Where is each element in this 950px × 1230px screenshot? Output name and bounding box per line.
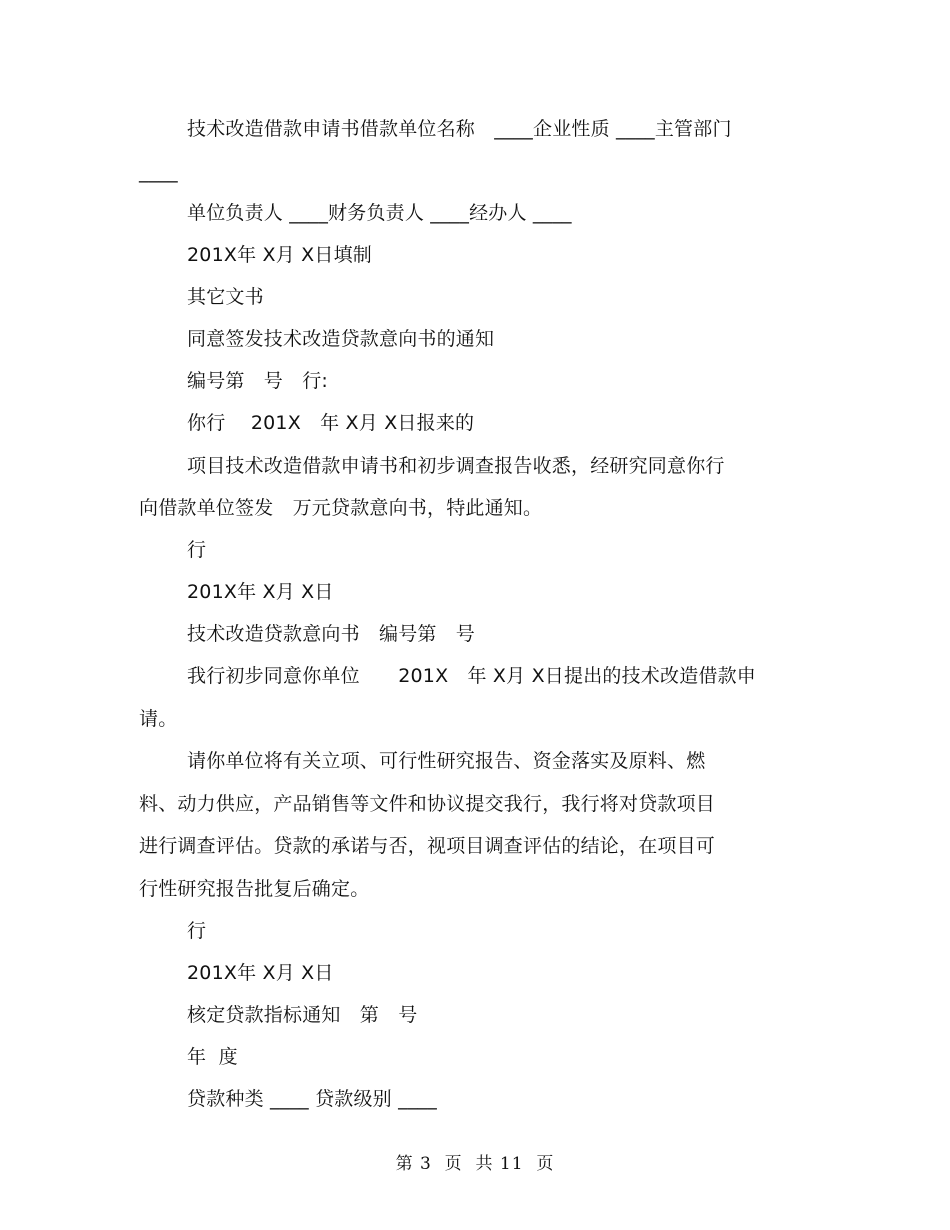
text-line: 进行调查评估。贷款的承诺与否，视项目调查评估的结论，在项目可 — [139, 835, 716, 857]
text-line: 行 — [187, 539, 207, 561]
text-line: 技术改造贷款意向书 编号第 号 — [187, 623, 476, 645]
text-line: 行性研究报告批复后确定。 — [139, 878, 370, 900]
text-line: 请。 — [139, 708, 178, 730]
text-line: 你行 201X 年 X月 X日报来的 — [187, 412, 475, 434]
text-line: 核定贷款指标通知 第 号 — [187, 1004, 418, 1026]
text-line: 201X年 X月 X日 — [187, 962, 334, 984]
text-line: 行 — [187, 920, 207, 942]
text-line: 向借款单位签发 万元贷款意向书，特此通知。 — [139, 497, 543, 519]
text-line: 编号第 号 行: — [187, 370, 329, 392]
text-line: 年 度 — [187, 1046, 238, 1068]
text-line: 请你单位将有关立项、可行性研究报告、资金落实及原料、燃 — [187, 750, 706, 772]
page-number-footer: 第 3 页 共 11 页 — [395, 1154, 555, 1174]
text-line: 项目技术改造借款申请书和初步调查报告收悉，经研究同意你行 — [187, 455, 725, 477]
text-line: ____ — [139, 161, 178, 183]
text-line: 同意签发技术改造贷款意向书的通知 — [187, 328, 495, 350]
text-line: 201X年 X月 X日 — [187, 581, 334, 603]
text-line: 201X年 X月 X日填制 — [187, 244, 372, 266]
text-line: 技术改造借款申请书借款单位名称 ____企业性质 ____主管部门 — [187, 118, 732, 140]
text-line: 贷款种类 ____ 贷款级别 ____ — [187, 1088, 437, 1110]
text-line: 单位负责人 ____财务负责人 ____经办人 ____ — [187, 202, 572, 224]
text-line: 其它文书 — [187, 286, 264, 308]
text-line: 料、动力供应，产品销售等文件和协议提交我行，我行将对贷款项目 — [139, 793, 716, 815]
text-line: 我行初步同意你单位 201X 年 X月 X日提出的技术改造借款申 — [187, 665, 756, 687]
